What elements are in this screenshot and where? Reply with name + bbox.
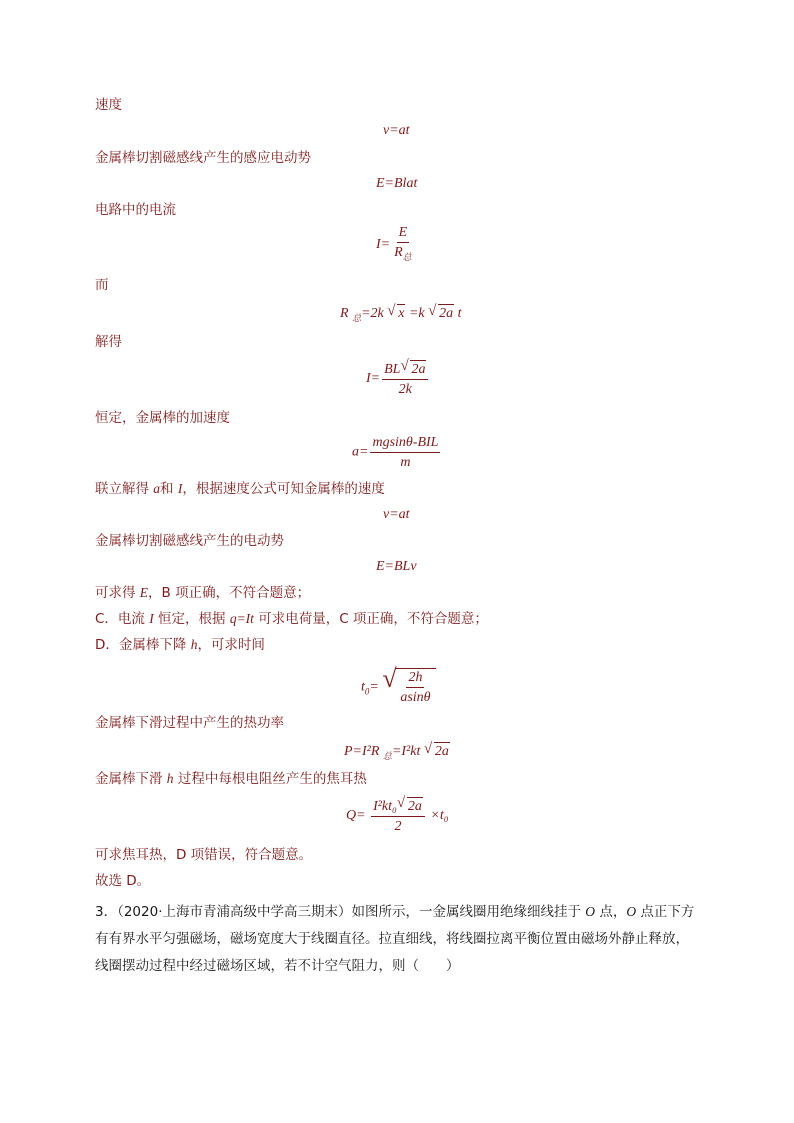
formula-resistance: R $_总$=2k √ x =k √ 2a t <box>340 303 462 323</box>
formula-velocity: v=at <box>383 507 410 522</box>
text-line: D．金属棒下降 h，可求时间 <box>95 637 265 653</box>
formula-acceleration: a= $\frac{\text{mgsinθ-BIL}}{m}$ <box>352 435 439 470</box>
radical: √ $\frac{2h}{asin\theta}$ <box>382 668 435 706</box>
text-line: 速度 <box>95 97 122 113</box>
radical: √ 2a <box>423 741 449 759</box>
fraction: BL √ 2a 2k <box>382 360 428 398</box>
text-line: 恒定，金属棒的加速度 <box>95 410 230 426</box>
text-line: 可求焦耳热，D 项错误，符合题意。 <box>95 847 313 863</box>
formula-current-solved: I= BL √ 2a 2k <box>366 360 430 398</box>
text-line: 故选 D。 <box>95 873 151 889</box>
radical: √ 2a <box>428 303 454 321</box>
question-3: 3．（2020·上海市青浦高级中学高三期末）如图所示，一金属线圈用绝缘细线挂于 O 点，O 点正下方有有界水平匀强磁场，磁场宽度大于线圈直径。拉直细线，将线圈拉离平衡位置由磁场外静止释放，线圈摆动过程中经过磁场区域，若不计空气阻力，则（ ） <box>95 904 695 974</box>
formula-current: I= $\frac{E}{R_总}$ <box>376 224 416 266</box>
text-line: 可求得 E，B 项正确，不符合题意； <box>95 585 311 601</box>
fraction: $\frac{E}{R_总}$ <box>394 225 412 262</box>
radical: √ 2a <box>396 795 422 814</box>
radical: √ 2a <box>400 358 426 377</box>
text-line: 金属棒切割磁感线产生的感应电动势 <box>95 150 311 166</box>
text-line: C．电流 I 恒定，根据 q=It 可求电荷量，C 项正确，不符合题意； <box>95 611 488 627</box>
formula-time: $t_0=$ √ $\frac{2h}{asin\theta}$ <box>361 668 436 706</box>
formula-emf-v: E=BLv <box>376 559 417 574</box>
text-line: 联立解得 a和 I，根据速度公式可知金属棒的速度 <box>95 481 385 497</box>
text-line: 金属棒下滑 h 过程中每根电阻丝产生的焦耳热 <box>95 771 367 787</box>
text-line: 电路中的电流 <box>95 202 176 218</box>
fraction: $\frac{2h}{asin\theta}$ <box>400 670 431 705</box>
formula-velocity: v=at <box>383 123 410 138</box>
text-line: 金属棒切割磁感线产生的电动势 <box>95 533 284 549</box>
formula-heat: Q= I²kt₀ √ 2a 2 ×t₀ <box>346 795 449 834</box>
formula-power: P=I²R $_总$=I²kt √ 2a <box>344 741 449 761</box>
radical: √ x <box>387 303 405 321</box>
fraction: $\frac{\text{mgsinθ-BIL}}{m}$ <box>372 435 439 470</box>
text-line: 金属棒下滑过程中产生的热功率 <box>95 715 284 731</box>
formula-emf: E=Blat <box>376 176 418 191</box>
fraction: I²kt₀ √ 2a 2 <box>371 797 425 835</box>
text-line: 解得 <box>95 334 122 350</box>
text-line: 而 <box>95 277 109 293</box>
